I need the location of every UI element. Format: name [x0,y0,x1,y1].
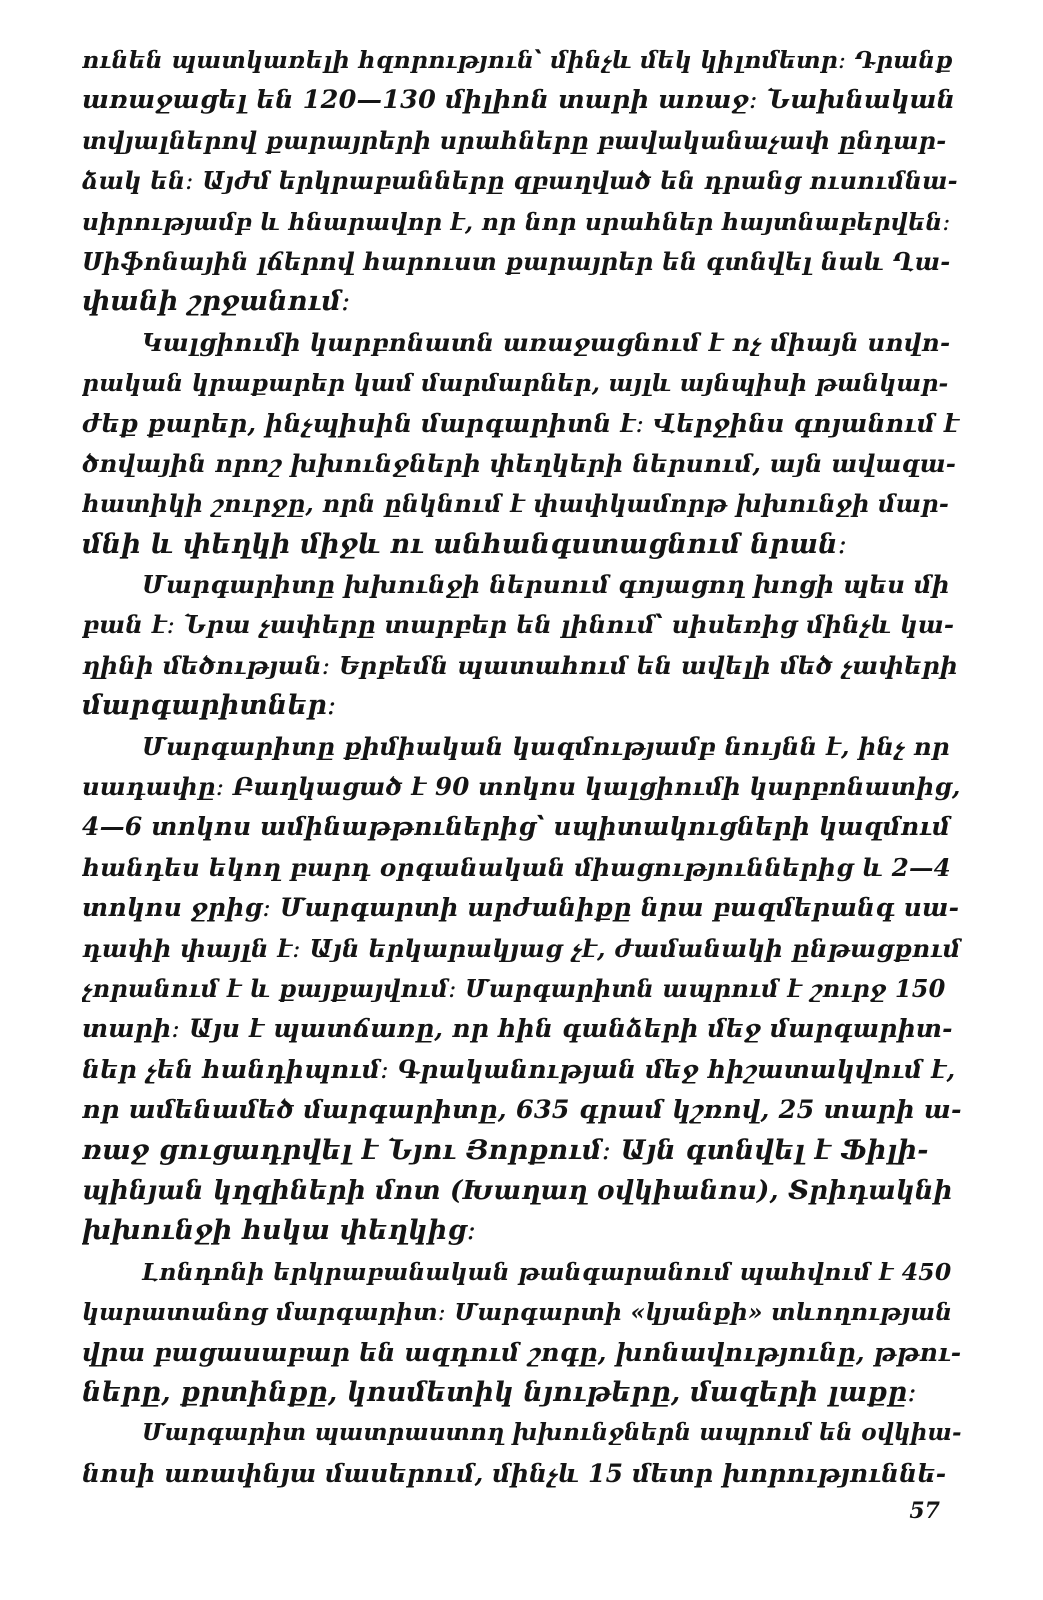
text-line: հատիկի շուրջը, որն ընկնում է փափկամորթ խխունջի մար- [82,489,949,519]
text-line: Սիֆոնային լճերով հարուստ քարայրեր են գտնվել նաև Ղա- [82,246,951,276]
text-line: փանի շրջանում։ [82,286,351,318]
text-line: կարատանոց մարգարիտ։ Մարգարտի «կյանքի» տևողության [82,1298,953,1327]
text-line: տոկոս ջրից։ Մարգարտի արժանիքը նրա բազմերանգ սա- [82,893,960,923]
text-line: ռաջ ցուցադրվել է Նյու Յորքում։ Այն գտնվել է Ֆիլի- [82,1134,929,1166]
body-text [82,40,962,1494]
text-line: որ ամենամեծ մարգարիտը, 635 գրամ կշռով, 25 տարի ա- [82,1095,962,1126]
text-line: ձակ են։ Այժմ երկրաբանները զբաղված են դրանց ուսումնա- [82,166,958,196]
text-line: Մարգարիտ պատրաստող խխունջներն ապրում են օվկիա- [142,1419,962,1447]
text-line: դափի փայլն է։ Այն երկարակյաց չէ, ժամանակի ընթացքում [82,933,961,963]
text-line: ղինի մեծության։ Երբեմն պատահում են ավելի մեծ չափերի [82,650,958,680]
page-number: 57 [909,1498,940,1524]
text-line: րական կրաքարեր կամ մարմարներ, այլև այնպիսի թանկար- [82,369,949,398]
text-line: ները, քրտինքը, կոսմետիկ նյութերը, մազերի լաքը։ [82,1376,917,1408]
text-line: սադափը։ Բաղկացած է 90 տոկոս կալցիումի կարբոնատից, [82,772,961,802]
text-line: խխունջի հսկա փեղկից։ [82,1215,477,1247]
text-line: առաջացել են 120—130 միլիոն տարի առաջ։ Նախնական [82,85,956,116]
text-line: մարգարիտներ։ [82,690,337,722]
text-line: 4—6 տոկոս ամինաթթուներից՝ սպիտակուցների կազմում [82,812,951,842]
text-line: չորանում է և քայքայվում։ Մարգարիտն ապրում է շուրջ 150 [82,973,946,1003]
text-line: պինյան կղզիների մոտ (Խաղաղ օվկիանոս), Տրիդակնի [82,1175,953,1206]
text-line: վրա բացասաբար են ազդում շոգը, խոնավությունը, թթու- [82,1337,962,1367]
text-line: Մարգարիտը խխունջի ներսում գոյացող խոցի պես մի [142,570,950,600]
text-line: ժեք քարեր, ինչպիսին մարգարիտն է։ Վերջինս գոյանում է [82,408,960,438]
text-line: սիրությամբ և հնարավոր է, որ նոր սրահներ հայտնաբերվեն։ [82,207,951,236]
text-line: Մարգարիտը քիմիական կազմությամբ նույնն է, ինչ որ [142,731,950,761]
text-line: Կալցիումի կարբոնատն առաջացնում է ոչ միայն սովո- [142,327,951,357]
text-line: ունեն պատկառելի հզորություն՝ մինչև մեկ կիլոմետր։ Դրանք [82,46,953,74]
text-line: ծովային որոշ խխունջների փեղկերի ներսում, այն ավազա- [82,448,957,478]
text-line: հանդես եկող բարդ օրգանական միացություններից և 2—4 [82,852,951,882]
text-line: մնի և փեղկի միջև ու անհանգստացնում նրան։ [82,528,848,560]
text-line: նոսի առափնյա մասերում, մինչև 15 մետր խորություննե- [82,1458,947,1488]
text-line: տվյալներով քարայրերի սրահները բավականաչափ ընդար- [82,125,947,155]
text-line: ներ չեն հանդիպում։ Գրականության մեջ հիշատակվում է, [82,1054,956,1084]
text-line: Լոնդոնի երկրաբանական թանգարանում պահվում է 450 [142,1257,952,1286]
text-line: տարի։ Այս է պատճառը, որ հին գանձերի մեջ մարգարիտ- [82,1014,953,1044]
text-line: բան է։ Նրա չափերը տարբեր են լինում՝ սիսեռից մինչև կա- [82,610,955,640]
